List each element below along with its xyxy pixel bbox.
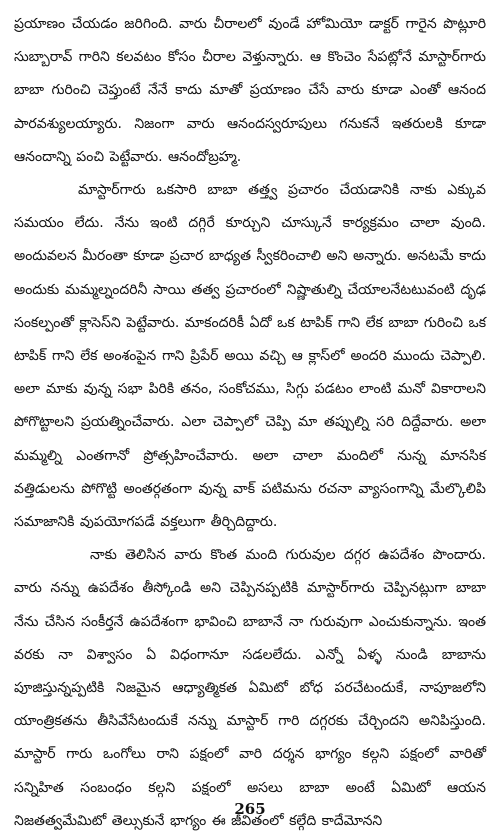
book-page [14,8,486,829]
paragraph-upadesam: నాకు తెలిసిన వారు కొంత మంది గురువుల దగ్గర ఉపదేశం పొందారు. వారు నన్ను ఉపదేశం తీస్కోండి అని చెప్పినప్పటికి మాస్టార్‌గారు చెప్పినట్లుగా బాబా నేను చేసిన సంకీర్తనే ఉపదేశంగా భావించి బాబానే నా గురువుగా ఎంచుకున్నాను. ఇంత వరకు నా విశ్వాసం ఏ విధంగానూ సడలలేదు. ఎన్నో ఏళ్ళ నుండి బాబాను పూజిస్తున్నప్పటికి నిజమైన ఆధ్యాత్మికత ఏమిటో బోధ పరచేటందుకే, నాపూజలోని యాంత్రికతను తీసివేసేటందుకే నన్ను మాస్టార్ గారి దగ్గరకు చేర్చిందని అనిపిస్తుంది. మాస్టార్ గారు ఒంగోలు రాని పక్షంలో వారి దర్శన భాగ్యం కల్గని పక్షంలో వారితో సన్నిహిత సంబంధం కల్గని పక్షంలో అసలు బాబా అంటే ఏమిటో ఆయన నిజతత్వమేమిటో తెల్సుకునే భాగ్యం ఈ జీవితంలో కల్గేది కాదేమోనని [14,547,486,829]
paragraph-master-propagation: మాస్టార్‌గారు ఒకసారి బాబా తత్త్వ ప్రచారం చేయడానికి నాకు ఎక్కువ సమయం లేదు. నేను ఇంటి దగ్గిరే కూర్చుని చూస్కునే కార్యక్రమం చాలా వుంది. అందువలన మీరంతా కూడా ప్రచార బాధ్యత స్వీకరించాలి అని అన్నారు. అనటమే కాదు అందుకు మమ్మల్నందరినీ సాయి తత్వ ప్రచారంలో నిష్ణాతుల్ని చేయాలనేటటువంటి దృఢ సంకల్పంతో క్లాసెస్‌ని పెట్టేవారు. మాకందరికీ ఏదో ఒక టాపిక్ గాని లేక బాబా గురించి ఒక టాపిక్ గాని లేక అంశంపైన గాని ప్రిపేర్ అయి వచ్చి ఆ క్లాస్‌లో అందరి ముందు చెప్పాలి. అలా మాకు వున్న సభా పిరికి తనం, సంకోచము, సిగ్గు పడటం లాంటి మనో వికారాలని పోగొట్టాలని ప్రయత్నించేవారు. ఎలా చెప్పాలో చెప్పి మా తప్పుల్ని సరి దిద్దేవారు. అలా మమ్మల్ని ఎంతగానో ప్రోత్సహించేవారు. అలా చాలా మందిలో నున్న మానసిక వత్తిడులను పోగొట్టి అంతర్గతంగా వున్న వాక్ పటిమను రచనా వ్యాసంగాన్ని మేల్కొలిపి సమాజానికి వుపయోగపడే వక్తలుగా తీర్చిదిద్దారు. [14,182,486,531]
page-number: 265 [234,800,266,818]
paragraph-continued: ప్రయాణం చేయడం జరిగింది. వారు చీరాలలో వుండే హోమియో డాక్టర్ గారైన పొట్లూరి సుబ్బారావ్ గారిని కలవటం కోసం చీరాల వెళ్తున్నారు. ఆ కొంచెం సేపట్లోనే మాస్టార్‌గారు బాబా గురించి చెప్తుంటే నేనే కాదు మాతో ప్రయాణం చేసే వారు కూడా ఎంతో ఆనంద పారవశ్యులయ్యారు. నిజంగా వారు ఆనందస్వరూపులు గనుకనే ఇతరులకి కూడా ఆనందాన్ని పంచి పెట్టేవారు. ఆనందోబ్రహ్మ. [14,16,486,165]
